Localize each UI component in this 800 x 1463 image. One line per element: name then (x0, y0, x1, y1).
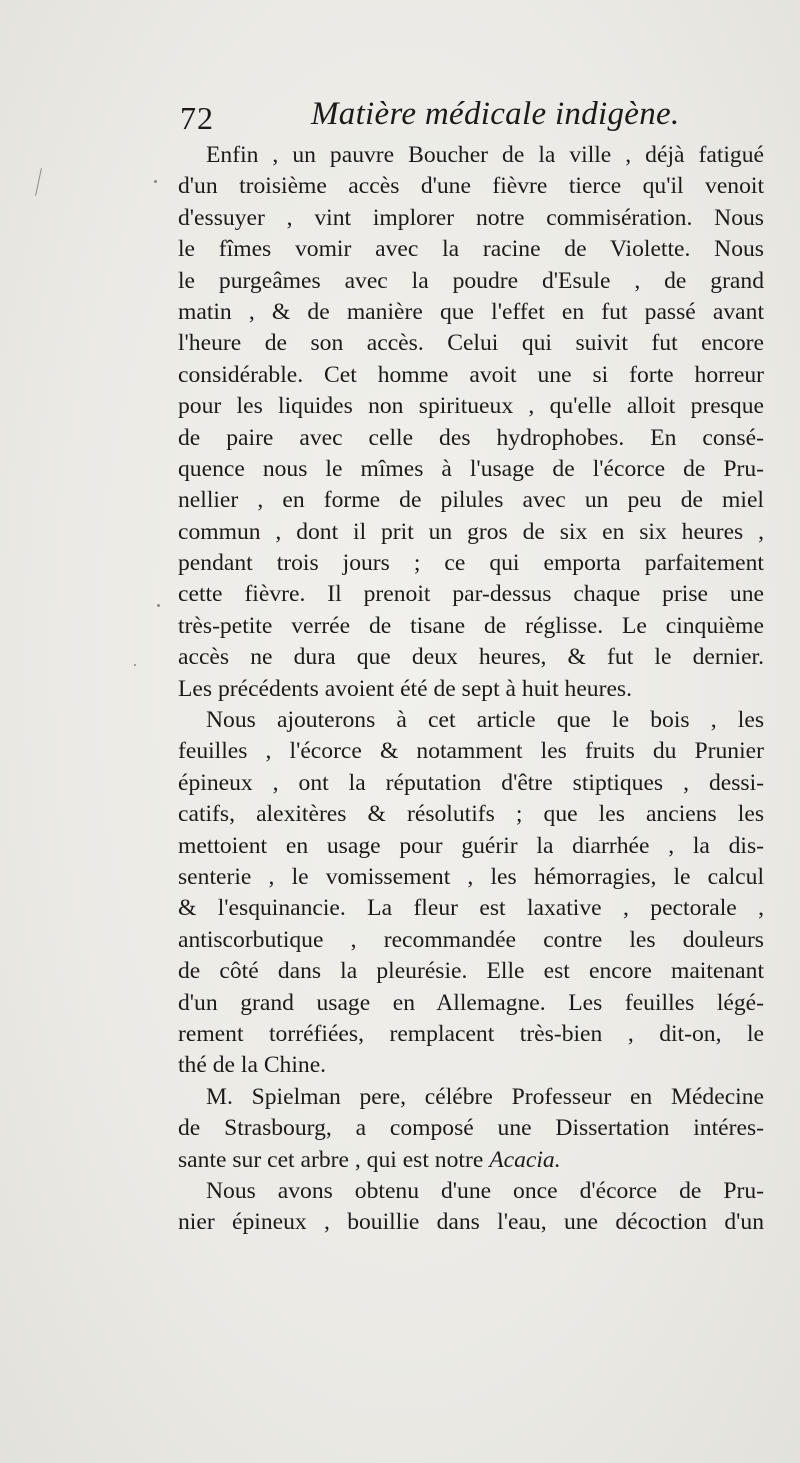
text-line: pendant trois jours ; ce qui emporta parfaitement (178, 550, 764, 577)
page-header (180, 96, 760, 140)
margin-speck (154, 180, 157, 183)
text-line: le purgeâmes avec la poudre d'Esule , de grand (178, 267, 764, 294)
text-line: feuilles , l'écorce & notamment les fruits du Prunier (178, 738, 764, 765)
text-line: M. Spielman pere, célébre Professeur en Médecine (206, 1083, 764, 1110)
text-line: accès ne dura que deux heures, & fut le dernier. (178, 644, 764, 671)
text-line: Les précédents avoient été de sept à huit heures. (178, 675, 632, 702)
body-text (178, 140, 764, 1239)
text-line: considérable. Cet homme avoit une si forte horreur (178, 361, 764, 388)
text-line-with-tail (178, 1145, 764, 1176)
text-line: antiscorbutique , recommandée contre les douleurs (178, 926, 764, 953)
text-line: mettoient en usage pour guérir la diarrhée , la dis- (178, 832, 764, 859)
text-line: & l'esquinancie. La fleur est laxative , pectorale , (178, 895, 764, 922)
text-fragment: sante sur cet arbre , qui est notre (178, 1146, 484, 1173)
text-line: nier épineux , bouillie dans l'eau, une décoction d'un (178, 1209, 764, 1236)
paragraph (178, 1176, 764, 1239)
text-line: Nous avons obtenu d'une once d'écorce de Pru- (206, 1177, 764, 1204)
text-line: l'heure de son accès. Celui qui suivit fut encore (178, 330, 764, 357)
text-line: Nous ajouterons à cet article que le bois , les (206, 707, 764, 734)
text-line: nellier , en forme de pilules avec un peu de miel (178, 487, 764, 514)
italic-term: Acacia. (489, 1146, 561, 1173)
text-line: quence nous le mîmes à l'usage de l'écorce de Pru- (178, 455, 764, 482)
text-line: matin , & de manière que l'effet en fut passé avant (178, 298, 764, 325)
paragraph (178, 705, 764, 1082)
text-line: pour les liquides non spiritueux , qu'elle alloit presque (178, 393, 764, 420)
paragraph (178, 140, 764, 705)
margin-speck (157, 604, 160, 607)
text-line: rement torréfiées, remplacent très-bien , dit-on, le (178, 1020, 764, 1047)
text-line: le fîmes vomir avec la racine de Violette. Nous (178, 236, 764, 263)
text-line: d'un grand usage en Allemagne. Les feuilles légé- (178, 989, 764, 1016)
page-number: 72 (180, 100, 214, 136)
text-line: thé de la Chine. (178, 1052, 327, 1079)
text-line: commun , dont il prit un gros de six en six heures , (178, 518, 764, 545)
margin-speck (134, 664, 136, 666)
running-title: Matière médicale indigène. (311, 96, 680, 132)
text-line: épineux , ont la réputation d'être stiptiques , dessi- (178, 769, 764, 796)
text-line: d'essuyer , vint implorer notre commisération. Nous (178, 204, 764, 231)
text-line: de paire avec celle des hydrophobes. En consé- (178, 424, 764, 451)
margin-pencil-mark (35, 168, 42, 196)
text-line: très-petite verrée de tisane de réglisse. Le cinquième (178, 612, 764, 639)
text-line: cette fièvre. Il prenoit par-dessus chaque prise une (178, 581, 764, 608)
text-line: catifs, alexitères & résolutifs ; que les anciens les (178, 801, 764, 828)
text-line: de Strasbourg, a composé une Dissertation intéres- (178, 1115, 764, 1142)
text-line: Enfin , un pauvre Boucher de la ville , déjà fatigué (206, 142, 764, 168)
text-line: senterie , le vomissement , les hémorragies, le calcul (178, 863, 764, 890)
text-line: d'un troisième accès d'une fièvre tierce qu'il venoit (178, 173, 764, 200)
paragraph (178, 1082, 764, 1176)
text-line: de côté dans la pleurésie. Elle est encore maitenant (178, 958, 764, 985)
